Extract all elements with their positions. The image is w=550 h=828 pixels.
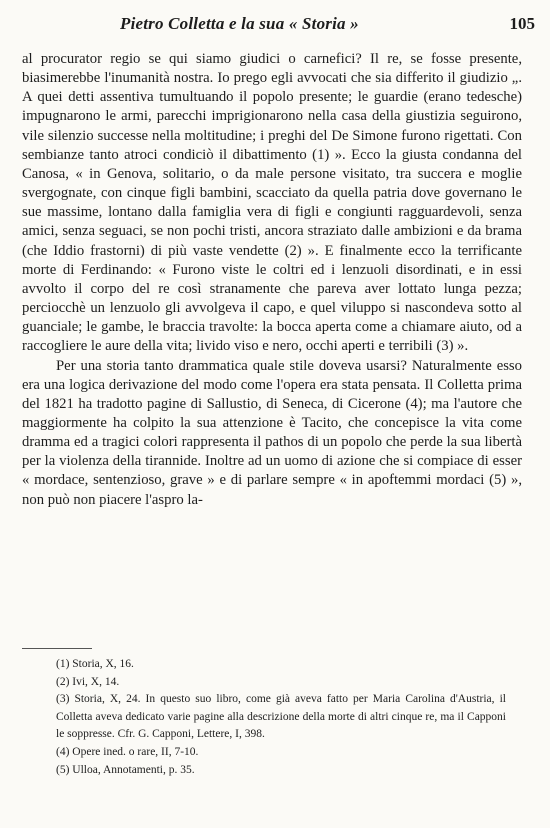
running-header — [120, 6, 535, 38]
main-text — [22, 50, 522, 510]
footnote-5: (5) Ulloa, Annotamenti, p. 35. — [56, 763, 195, 776]
footnote-1: (1) Storia, X, 16. — [56, 658, 134, 670]
paragraph-2: Per una storia tanto drammatica quale stile doveva usarsi? Naturalmente esso era una logica derivazione del modo come l'opera era stata pensata. Il Colletta prima del 1821 ha tradotto pagine di Sallustio, di Seneca, di Cicerone (4); ma l'autore che maggiormente ha colpito la sua attenzione è Tacito, che concepisce la vita come dramma ed a tragici colori rappresenta il pathos di un popolo che perde la sua libertà per la violenza della tirannide. Inoltre ad un uomo di azione che si compiace di esser « mordace, sentenzioso, grave » e di parlare sempre « in apoftemmi mordaci (5) », non può non piacere l'aspro la- — [22, 357, 522, 508]
footnote-3: (3) Storia, X, 24. In questo suo libro, come già aveva fatto per Maria Carolina d'Austria, il Colletta aveva dedicato varie pagine alla descrizione della morte di altri cinque re, ma il Capponi le soppresse. Cfr. G. Capponi, Lettere, I, 398. — [56, 693, 506, 741]
footnote-separator — [22, 648, 92, 649]
footnotes — [56, 656, 506, 779]
paragraph-1: al procurator regio se qui siamo giudici o carnefici? Il re, se fosse presente, biasimerebbe l'inumanità nostra. Io prego egli avvocati che sia differito il giudizio „. A quei detti assentiva tumultuando il popolo presente; le guardie (erano tedesche) impugnarono le armi, parecchi imprigionarono nella casa della giustizia seguirono, vile silenzio successe nella moltitudine; i preghi del De Simone furono rigettati. Con sembianze tanto atroci condiciò il dibattimento (1) ». Ecco la giusta condanna del Canosa, « in Genova, solitario, o da male persone visitato, tra succera e moglie svergognate, con cinque figli bambini, scacciato da quella patria dove governano le sue massime, lontano dalla famiglia vera di figli e congiunti ragguardevoli, senza amici, senza seguaci, se non pochi tristi, ancora straziato dalle ambizioni e da brama (che Iddio frastorni) di più vaste vendette (2) ». E finalmente ecco la terrificante morte di Ferdinando: « Furono viste le coltri ed i lenzuoli disordinati, e in essi avvolto il corpo del re così stranamente che pareva aver lottato lunga pezza; perciocchè un lenzuolo gli avvolgeva il capo, e quel viluppo si nascondeva sotto al guanciale; le gambe, le braccia travolte: la bocca aperta come a chiamare aiuto, od a raccogliere le aure della vita; livido viso e nero, occhi aperti e terribili (3) ». — [22, 51, 522, 355]
footnote-2: (2) Ivi, X, 14. — [56, 675, 120, 688]
page-number: 105 — [509, 14, 535, 33]
footnote-4: (4) Opere ined. o rare, II, 7-10. — [56, 745, 199, 758]
running-title: Pietro Colletta e la sua « Storia » — [120, 14, 359, 33]
